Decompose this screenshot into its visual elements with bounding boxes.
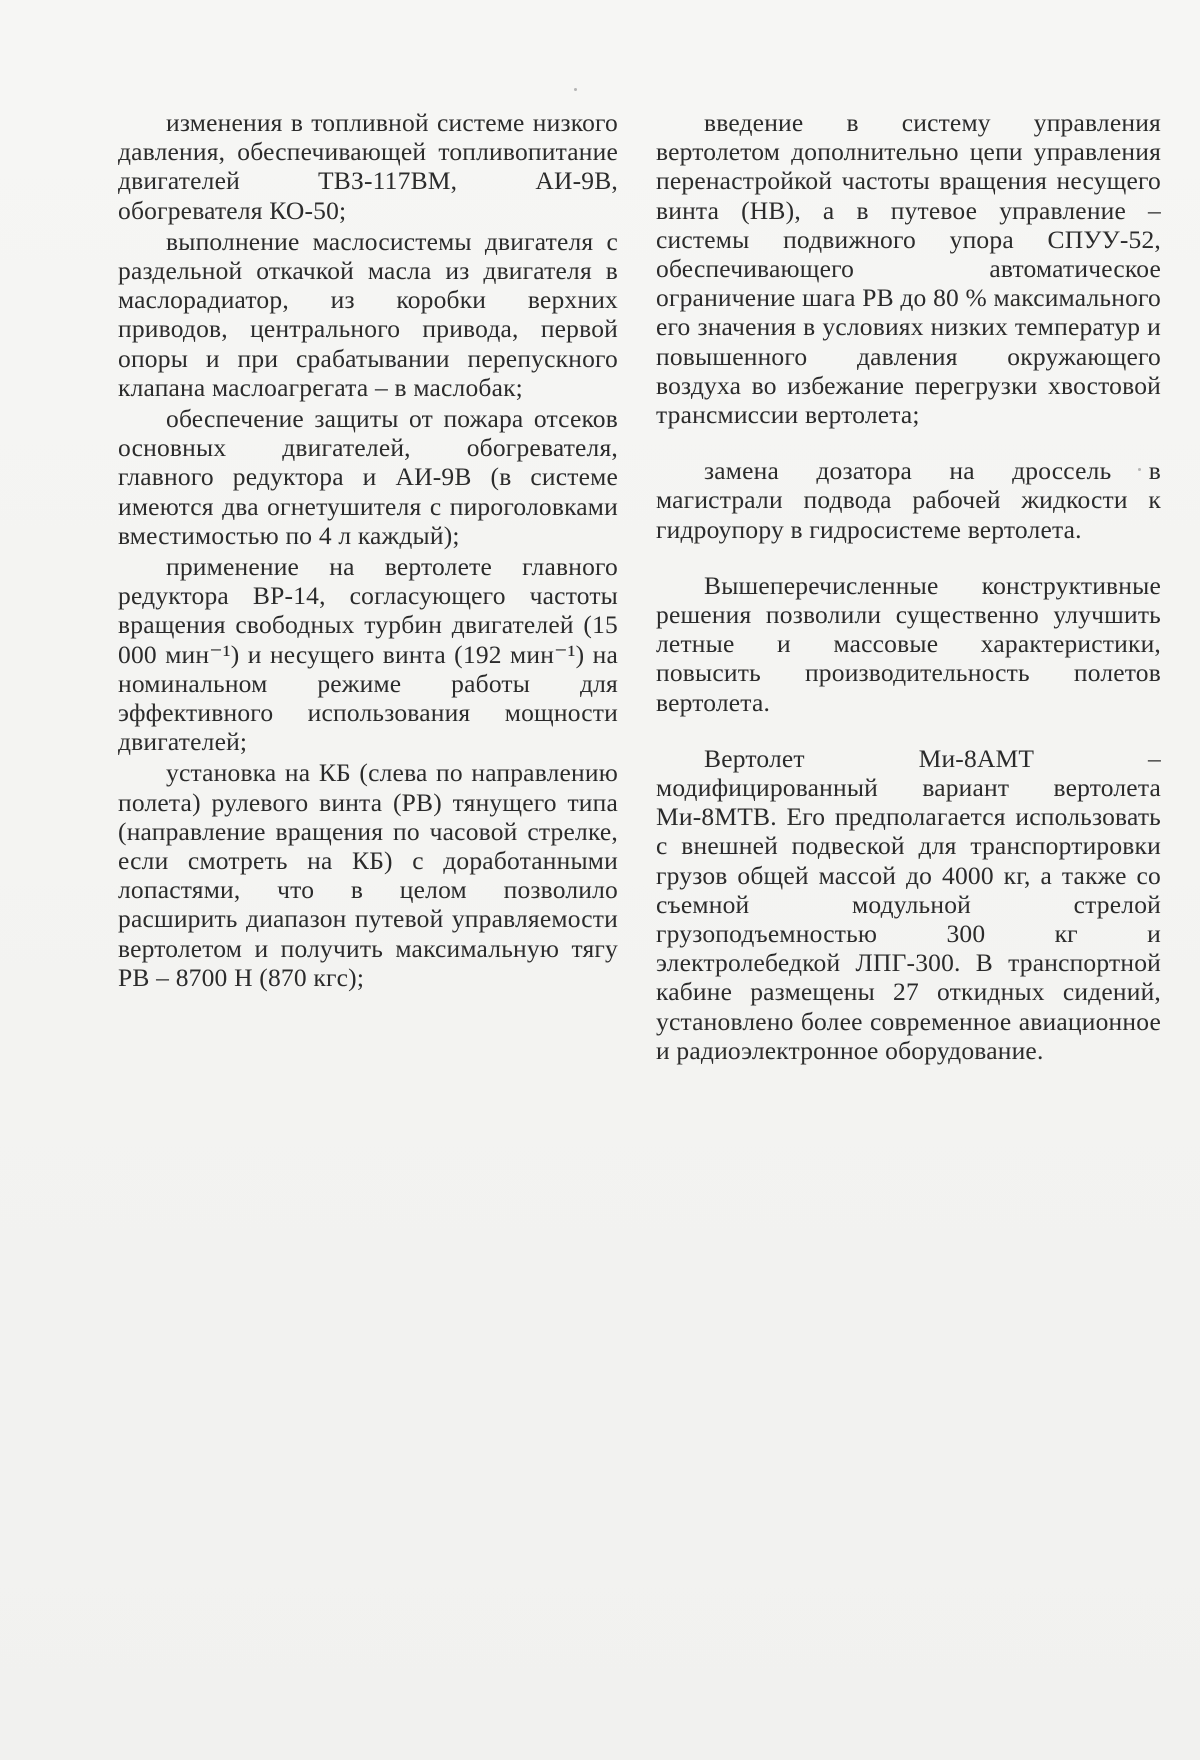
- left-text-column: [118, 108, 618, 994]
- paragraph-tail-rotor: установка на КБ (слева по направлению полета) рулевого винта (РВ) тянущего типа (направление вращения по часовой стрелке, если смотреть на КБ) с доработанными лопастями, что в целом позволило расширить диапазон путевой управляемости вертолетом и получить максимальную тягу РВ – 8700 Н (870 кгс);: [118, 758, 618, 992]
- paragraph-fire-protection: обеспечение защиты от пожара отсеков основных двигателей, обогревателя, главного редуктора и АИ-9В (в системе имеются два огнетушителя с пироголовками вместимостью по 4 л каждый);: [118, 404, 618, 550]
- paragraph-oil-system: выполнение маслосистемы двигателя с раздельной откачкой масла из двигателя в маслорадиатор, из коробки верхних приводов, центрального привода, первой опоры и при срабатывании перепускного клапана маслоагрегата – в маслобак;: [118, 226, 618, 402]
- paragraph-main-gearbox: применение на вертолете главного редуктора ВР-14, согласующего частоты вращения свободных турбин двигателей (15 000 мин⁻¹) и несущего винта (192 мин⁻¹) на номинальном режиме работы для эффективного использования мощности двигателей;: [118, 552, 618, 757]
- paragraph-design-summary: Вышеперечисленные конструктивные решения позволили существенно улучшить летные и массовые характеристики, повысить производительность полетов вертолета.: [656, 570, 1161, 717]
- paragraph-fuel-system: изменения в топливной системе низкого давления, обеспечивающей топливопитание двигателей ТВЗ-117ВМ, АИ-9В, обогревателя КО-50;: [118, 108, 618, 225]
- paragraph-control-system: введение в систему управления вертолетом дополнительно цепи управления перенастройкой частоты вращения несущего винта (НВ), а в путевое управление – системы подвижного упора СПУУ-52, обеспечивающего автоматическое ограничение шага РВ до 80 % максимального его значения в условиях низких температур и повышенного давления окружающего воздуха во избежание перегрузки хвостовой трансмиссии вертолета;: [656, 108, 1161, 430]
- paragraph-mi8amt-description: Вертолет Ми-8АМТ – модифицированный вариант вертолета Ми-8МТВ. Его предполагается использовать с внешней подвеской для транспортировки грузов общей массой до 4000 кг, а также со съемной модульной стрелой грузоподъемностью 300 кг и электролебедкой ЛПГ-300. В транспортной кабине размещены 27 откидных сидений, установлено более современное авиационное и радиоэлектронное оборудование.: [656, 743, 1161, 1065]
- paragraph-throttle-replacement: замена дозатора на дроссель в магистрали подвода рабочей жидкости к гидроупору в гидросистеме вертолета.: [656, 456, 1161, 544]
- scan-speck: [574, 88, 577, 91]
- right-text-column: [656, 108, 1161, 1067]
